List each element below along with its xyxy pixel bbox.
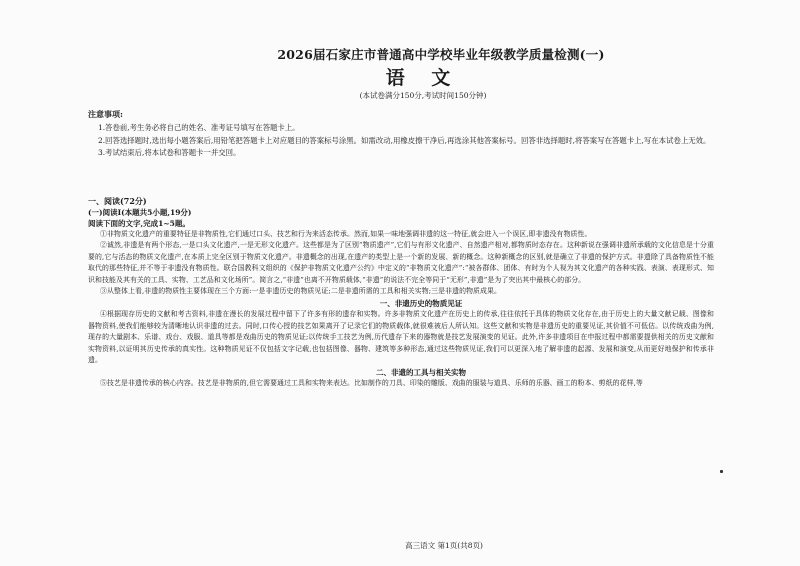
exam-info: (本试卷满分150分,考试时间150分钟) [359,91,487,100]
subsection-heading: (一)阅读Ⅰ(本题共5小题,19分) [88,207,192,217]
passage-paragraph: ②诚然,非遗是有两个形态,一是口头文化遗产,一是无形文化遗产。这些都是为了区别“物质遗产”,它们与有形文化遗产、自然遗产相对,都物质时态存在。这种新说在强调非遗所承载的文化信息是十分重要的,它与活态的物质文化遗产,在本质上完全区别于物质文化遗产。非遗概念的出现,在遗产的类型上是一个新的发展、新的概念。这种新概念的区别,就是确立了非遗的保护方式。非遗除了具备物质性不能取代的那些特征,并不等于非遗没有物质性。联合国教科文组织的《保护非物质文化遗产公约》中定义的“非物质文化遗产”:“被各群体、团体、有时为个人视为其文化遗产的各种实践、表演、表现形式、知识和技能及其有关的工具、实物、工艺品和文化场所”。简言之,“非遗”也离不开物质载体,“非遗”的说法不完全等同于“无形”,非遗”是为了突出其中最核心的部分。 [88,241,714,284]
passage-paragraph: ⑤技艺是非遗传承的核心内容。技艺是非物质的,但它需要通过工具和实物来表达。比如制作的刀具、印染的雕版、戏曲的服装与道具、乐师的乐器、画工的粉本、剪纸的花样,等 [100,379,643,388]
notes-heading: 注意事项: [88,109,123,119]
page-footer: 高三语文 第1页(共8页) [405,541,483,550]
reading-instruction: 阅读下面的文字,完成1~5题。 [88,218,190,228]
note-item: 3.考试结束后,将本试卷和答题卡一并交回。 [98,148,241,157]
subject-title: 语 文 [385,67,461,89]
scan-speck [720,470,723,473]
exam-title: 2026届石家庄市普通高中学校毕业年级教学质量检测(一) [277,47,605,62]
passage-paragraph: ③从整体上看,非遗的物质性主要体现在三个方面:一是非遗历史的物质见证;二是非遗所需的工具和相关实物;三是非遗的物质成果。 [100,287,502,296]
passage-paragraph: ①非物质文化遗产的重要特征是非物质性,它们通过口头、技艺和行为来活态传承。然而,如果一味地强调非遗的这一特征,就会进入一个误区,即非遗没有物质性。 [100,229,592,238]
note-item: 1.答卷前,考生务必将自己的姓名、准考证号填写在答题卡上。 [98,123,300,132]
part-heading: 二、非遗的工具与相关实物 [376,368,466,378]
section-heading: 一、阅读(72分) [88,195,147,206]
note-item: 2.回答选择题时,选出每小题答案后,用铅笔把答题卡上对应题目的答案标号涂黑。如需改动,用橡皮擦干净后,再选涂其他答案标号。回答非选择题时,将答案写在答题卡上,写在本试卷上无效。 [98,135,711,145]
passage-paragraph: ④根据现存历史的文献和考古资料,非遗在漫长的发展过程中留下了许多有形的遗存和实物。许多非物质文化遗产在历史上的传承,往往依托于具体的物质文化存在,由于历史上的大量文献记载、图像和器物资料,使我们能够较为清晰地认识非遗的过去。同时,口传心授的技艺如果离开了记录它们的物质载体,就很难被后人所认知。这些文献和实物是非遗历史的重要见证,其价值不可低估。以传统戏曲为例,现存的大量剧本、乐谱、戏台、戏服、道具等都是戏曲历史的物质见证;以传统手工技艺为例,历代遗存下来的器物就是技艺发展演变的见证。此外,许多非遗项目在申报过程中都需要提供相关的历史文献和实物资料,以证明其历史传承的真实性。这种物质见证不仅包括文字记载,也包括图像、器物、建筑等多种形态,通过这些物质见证,我们可以更深入地了解非遗的起源、发展和演变,从而更好地保护和传承非遗。 [88,310,714,365]
page-content [88,46,714,390]
part-heading: 一、非遗历史的物质见证 [379,299,463,309]
